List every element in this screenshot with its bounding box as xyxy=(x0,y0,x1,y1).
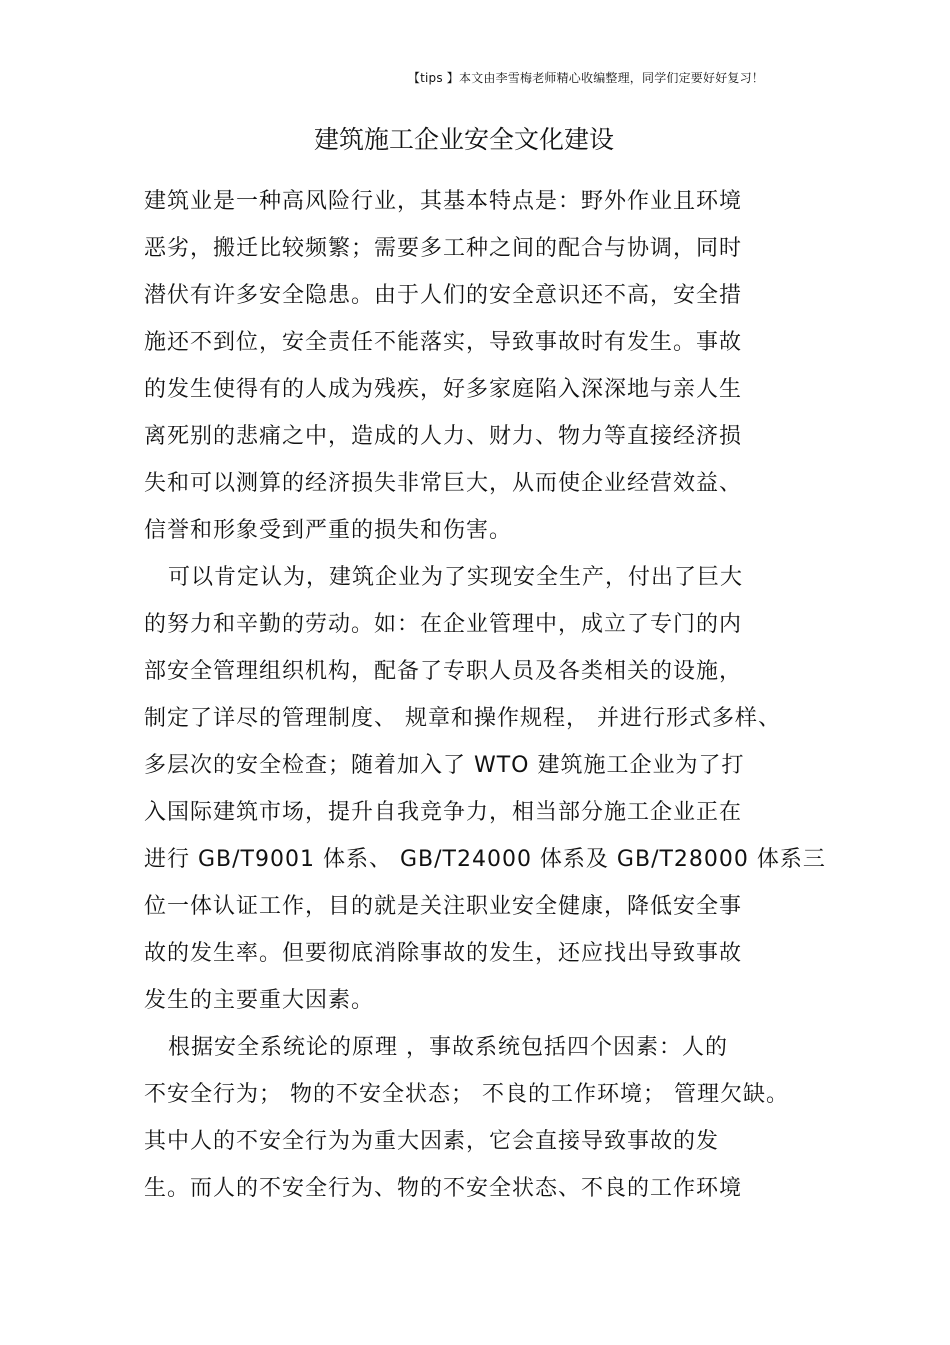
body-line: 的发生使得有的人成为残疾，好多家庭陷入深深地与亲人生 xyxy=(144,377,743,402)
paragraph-start-line: 可以肯定认为，建筑企业为了实现安全生产，付出了巨大 xyxy=(168,565,744,590)
header-tips: 【tips 】本文由李雪梅老师精心收编整理，同学们定要好好复习！ xyxy=(407,71,764,85)
body-line: 的努力和辛勤的劳动。如：在企业管理中，成立了专门的内 xyxy=(144,612,743,637)
body-line: 位一体认证工作，目的就是关注职业安全健康，降低安全事 xyxy=(144,894,743,919)
body-line: 潜伏有许多安全隐患。由于人们的安全意识还不高，安全措 xyxy=(144,283,743,308)
body-line: 入国际建筑市场，提升自我竞争力，相当部分施工企业正在 xyxy=(144,800,743,825)
paragraph-start-line: 根据安全系统论的原理 ，事故系统包括四个因素：人的 xyxy=(168,1035,728,1060)
body-line: 恶劣，搬迁比较频繁；需要多工种之间的配合与协调，同时 xyxy=(144,236,743,261)
document-title: 建筑施工企业安全文化建设 xyxy=(313,125,614,154)
body-line: 失和可以测算的经济损失非常巨大，从而使企业经营效益、 xyxy=(144,471,743,496)
body-line: 离死别的悲痛之中，造成的人力、财力、物力等直接经济损 xyxy=(144,424,743,449)
body-line: 部安全管理组织机构，配备了专职人员及各类相关的设施， xyxy=(144,659,743,684)
body-line: 故的发生率。但要彻底消除事故的发生，还应找出导致事故 xyxy=(144,941,743,966)
body-line: 制定了详尽的管理制度、 规章和操作规程， 并进行形式多样、 xyxy=(144,706,781,731)
body-line: 其中人的不安全行为为重大因素，它会直接导致事故的发 xyxy=(144,1129,720,1154)
body-line: 多层次的安全检查；随着加入了 WTO 建筑施工企业为了打 xyxy=(144,753,745,778)
body-line: 施还不到位，安全责任不能落实，导致事故时有发生。事故 xyxy=(144,330,743,355)
body-line: 进行 GB/T9001 体系、 GB/T24000 体系及 GB/T28000 体系三 xyxy=(144,847,826,872)
body-line: 信誉和形象受到严重的损失和伤害。 xyxy=(144,518,513,543)
body-line: 发生的主要重大因素。 xyxy=(144,988,375,1013)
body-line: 不安全行为； 物的不安全状态； 不良的工作环境； 管理欠缺。 xyxy=(144,1082,789,1107)
document-body xyxy=(144,178,824,1212)
body-line: 建筑业是一种高风险行业，其基本特点是：野外作业且环境 xyxy=(144,189,743,214)
body-line: 生。而人的不安全行为、物的不安全状态、不良的工作环境 xyxy=(144,1176,743,1201)
